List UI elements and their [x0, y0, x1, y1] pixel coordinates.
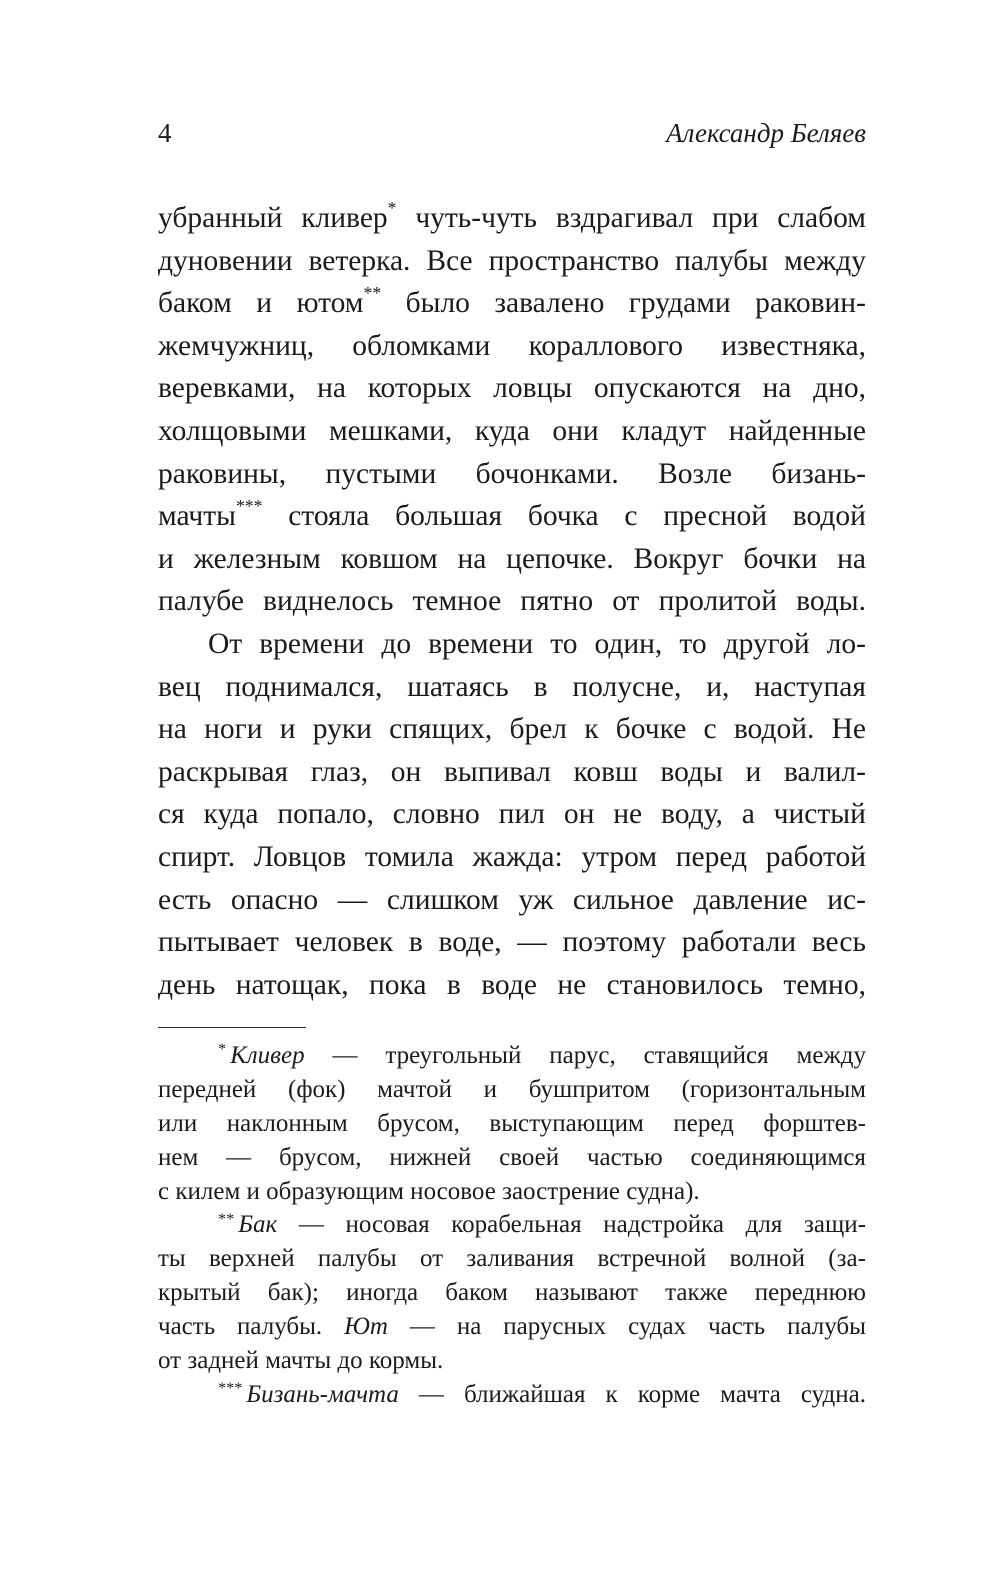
- word: заливания: [466, 1245, 575, 1273]
- word: мачты***: [158, 495, 263, 533]
- word: воде,: [438, 926, 502, 959]
- word: треугольный: [385, 1042, 522, 1069]
- word: форштев-: [763, 1109, 866, 1137]
- word: палубы: [317, 1245, 397, 1273]
- text-line: [158, 197, 866, 240]
- text-line: [158, 921, 866, 964]
- word: вец: [158, 670, 201, 703]
- word: в: [408, 926, 423, 959]
- word: водой: [792, 500, 866, 533]
- footnote-mark: *: [218, 1040, 227, 1059]
- word: —: [332, 1042, 358, 1069]
- word: кливер*: [301, 197, 397, 234]
- word: иногда: [346, 1279, 419, 1307]
- word: было: [405, 287, 470, 320]
- word: нижней: [389, 1143, 472, 1171]
- word: мачтой: [377, 1075, 452, 1103]
- word: ты: [158, 1245, 186, 1273]
- word: не: [557, 968, 587, 1001]
- word: на: [456, 1313, 482, 1341]
- word: мачта: [720, 1380, 781, 1408]
- word: Не: [831, 713, 866, 746]
- word: на: [317, 372, 347, 405]
- text-line: [158, 282, 866, 325]
- page-number: 4: [158, 118, 172, 148]
- word: к: [584, 713, 599, 746]
- word: воду,: [661, 798, 723, 831]
- word: на: [457, 542, 487, 575]
- word: Вокруг: [633, 542, 724, 575]
- word: глаз,: [310, 755, 369, 788]
- word: и: [483, 1075, 498, 1103]
- footnote-term: Бизань-мачта: [246, 1380, 399, 1408]
- word: передней: [158, 1075, 257, 1103]
- word: корабельная: [451, 1211, 582, 1239]
- word: [344, 1310, 388, 1344]
- word: весь: [811, 926, 866, 959]
- word: своей: [499, 1143, 560, 1171]
- word: водой.: [733, 713, 815, 746]
- word: на: [837, 542, 866, 575]
- word: ютом**: [296, 282, 382, 320]
- word: ис-: [827, 883, 866, 916]
- word: парус,: [549, 1042, 616, 1069]
- word: то: [550, 627, 578, 660]
- word: (горизонтальным: [681, 1075, 866, 1103]
- word: палубы.: [237, 1313, 323, 1341]
- word: брусом,: [377, 1109, 460, 1137]
- footnote-term: Кливер: [230, 1042, 305, 1069]
- book-page: [158, 0, 866, 1584]
- text-line: [158, 964, 866, 1007]
- word: на: [158, 713, 187, 746]
- word: судна.: [800, 1380, 866, 1408]
- word: Возле: [658, 457, 733, 490]
- word: часть: [708, 1313, 766, 1341]
- word: —: [409, 1313, 435, 1341]
- word: есть: [158, 883, 212, 916]
- word: —: [418, 1380, 444, 1408]
- word: воды: [660, 755, 723, 788]
- word: то: [679, 627, 707, 660]
- word: опускаются: [593, 372, 741, 405]
- word: Все: [426, 244, 473, 277]
- word: —: [298, 1211, 324, 1239]
- word: убранный: [158, 202, 283, 234]
- word: кладут: [621, 414, 707, 447]
- word: известняка,: [721, 329, 866, 362]
- word: между: [784, 244, 866, 277]
- word: в: [446, 968, 461, 1001]
- word: палубе: [158, 585, 244, 618]
- word: перед: [675, 840, 748, 873]
- word: холщовыми: [158, 414, 307, 447]
- word: —: [517, 926, 547, 959]
- word: жажда:: [472, 840, 563, 873]
- word: судах: [628, 1313, 687, 1341]
- word: соединяющимся: [690, 1143, 866, 1171]
- word: пока: [368, 968, 427, 1001]
- word: уж: [518, 883, 554, 916]
- word: ветерка.: [308, 244, 411, 277]
- word: куда: [474, 414, 530, 447]
- word: он: [390, 755, 422, 788]
- word: раковин-: [755, 287, 866, 320]
- word: другой: [723, 627, 810, 660]
- text-line: [158, 325, 866, 368]
- word: наступая: [754, 670, 866, 703]
- word: От: [208, 627, 243, 660]
- word: бочка: [527, 500, 599, 533]
- word: пролитой: [658, 585, 778, 618]
- word: натощак,: [235, 968, 349, 1001]
- word: с: [624, 500, 638, 533]
- word: ставящийся: [643, 1042, 769, 1069]
- word: спящих,: [389, 713, 493, 746]
- word: корме: [637, 1380, 701, 1408]
- word: утром: [581, 840, 657, 873]
- word: нем: [158, 1143, 199, 1171]
- word: грудами: [628, 287, 731, 320]
- word: большая: [395, 500, 503, 533]
- word: поднимался,: [225, 670, 383, 703]
- text-line: [158, 666, 866, 709]
- word: бак);: [267, 1279, 319, 1307]
- word: становилось: [606, 968, 764, 1001]
- word: защи-: [804, 1211, 866, 1239]
- word: воде: [481, 968, 537, 1001]
- word: слишком: [386, 883, 499, 916]
- word: носовая: [345, 1211, 430, 1239]
- word: [218, 1378, 399, 1412]
- word: палубы: [675, 244, 769, 277]
- word: слабом: [777, 202, 866, 234]
- word: баком: [445, 1279, 508, 1307]
- word: цепочке.: [506, 542, 614, 575]
- word: он: [563, 798, 595, 831]
- word: раковины,: [158, 457, 287, 490]
- word: человек: [294, 926, 394, 959]
- footnote-line: [158, 1208, 866, 1242]
- word: бушпритом: [528, 1075, 650, 1103]
- footnote-divider: [158, 1027, 306, 1028]
- word: шатаясь: [407, 670, 509, 703]
- word: выступающим: [489, 1109, 644, 1137]
- footnote-line: с килем и образующим носовое заострение судна).: [158, 1177, 700, 1205]
- word: брусом,: [278, 1143, 362, 1171]
- word: найденные: [728, 414, 866, 447]
- word: и,: [706, 670, 730, 703]
- word: темное: [412, 585, 502, 618]
- text-line: [158, 240, 866, 283]
- footnotes: [158, 1039, 866, 1412]
- footnote-line: [158, 1310, 866, 1344]
- footnote-line: [158, 1141, 866, 1175]
- word: бочонками.: [475, 457, 619, 490]
- word: называют: [534, 1279, 638, 1307]
- word: мешками,: [328, 414, 453, 447]
- word: Ловцов: [253, 840, 347, 873]
- footnote-line: [158, 1073, 866, 1107]
- footnote-mark: ***: [218, 1378, 243, 1397]
- word: надстройка: [603, 1211, 725, 1239]
- running-head: [158, 118, 866, 158]
- word: давление: [693, 883, 808, 916]
- footnote-line: от задней мачты до кормы.: [158, 1347, 444, 1375]
- word: между: [796, 1042, 866, 1069]
- word: веревками,: [158, 372, 296, 405]
- footnote-ref: ***: [235, 495, 263, 516]
- word: ло-: [826, 627, 866, 660]
- word: для: [745, 1211, 783, 1239]
- word: один,: [594, 627, 663, 660]
- word: волной: [729, 1245, 806, 1273]
- word: раскрывая: [158, 755, 289, 788]
- word: бизань-: [771, 457, 866, 490]
- word: работали: [681, 926, 797, 959]
- footnote-term: Ют: [344, 1313, 388, 1341]
- word: выпивал: [443, 755, 551, 788]
- word: часть: [158, 1313, 216, 1341]
- footnote-ref: **: [363, 282, 382, 303]
- word: железным: [193, 542, 321, 575]
- word: дуновении: [158, 244, 293, 277]
- footnote-line: [158, 1242, 866, 1276]
- word: пятно: [520, 585, 594, 618]
- word: наклонным: [226, 1109, 348, 1137]
- word: от: [419, 1245, 444, 1273]
- word: также: [665, 1279, 728, 1307]
- word: воды.: [796, 585, 866, 618]
- word: верхней: [208, 1245, 295, 1273]
- word: встречной: [597, 1245, 707, 1273]
- text-line: [158, 879, 866, 922]
- word: до: [381, 627, 412, 660]
- word: и: [256, 287, 273, 320]
- word: и: [279, 713, 296, 746]
- word: спирт.: [158, 840, 236, 873]
- word: пытывает: [158, 926, 279, 959]
- word: день: [158, 968, 216, 1001]
- word: вздрагивал: [555, 202, 694, 234]
- word: темно,: [783, 968, 866, 1001]
- word: от: [612, 585, 640, 618]
- word: и: [745, 755, 762, 788]
- word: бочке: [615, 713, 687, 746]
- word: к: [605, 1380, 618, 1408]
- word: ближайшая: [463, 1380, 586, 1408]
- word: [218, 1039, 305, 1073]
- word: перед: [673, 1109, 734, 1137]
- word: брел: [509, 713, 568, 746]
- word: с: [703, 713, 717, 746]
- word: куда: [203, 798, 259, 831]
- footnote-line: [158, 1276, 866, 1310]
- word: словно: [392, 798, 480, 831]
- word: переднюю: [754, 1279, 866, 1307]
- word: в: [533, 670, 548, 703]
- word: частью: [586, 1143, 663, 1171]
- word: (фок): [288, 1075, 346, 1103]
- word: томила: [364, 840, 454, 873]
- word: ловцы: [493, 372, 573, 405]
- word: пустыми: [325, 457, 437, 490]
- word: пространство: [488, 244, 660, 277]
- word: —: [226, 1143, 252, 1171]
- word: ковшом: [340, 542, 438, 575]
- footnote-ref: *: [387, 197, 397, 218]
- word: виднелось: [263, 585, 394, 618]
- text-line: [158, 580, 866, 623]
- word: попало,: [277, 798, 374, 831]
- word: валил-: [783, 755, 866, 788]
- footnote-term: Бак: [238, 1211, 278, 1239]
- text-line: [158, 836, 866, 879]
- word: жемчужниц,: [158, 329, 315, 362]
- word: дно,: [813, 372, 866, 405]
- text-line: [158, 410, 866, 453]
- word: поэтому: [562, 926, 667, 959]
- word: стояла: [288, 500, 370, 533]
- footnote-mark: **: [218, 1209, 235, 1228]
- word: чистый: [773, 798, 866, 831]
- word: при: [712, 202, 759, 234]
- running-title: Александр Беляев: [666, 118, 866, 148]
- word: ковш: [573, 755, 638, 788]
- text-line: [158, 708, 866, 751]
- word: времени: [259, 627, 365, 660]
- word: кораллового: [528, 329, 684, 362]
- footnote-line: [158, 1378, 866, 1412]
- word: палубы: [787, 1313, 866, 1341]
- word: бочки: [743, 542, 818, 575]
- word: опасно: [230, 883, 319, 916]
- word: пресной: [663, 500, 768, 533]
- word: —: [337, 883, 368, 916]
- word: обломками: [352, 329, 491, 362]
- word: [218, 1208, 277, 1242]
- word: времени: [428, 627, 534, 660]
- word: пил: [498, 798, 545, 831]
- word: работой: [765, 840, 866, 873]
- text-line: [158, 495, 866, 538]
- word: которых: [367, 372, 472, 405]
- word: ся: [158, 798, 185, 831]
- word: и: [158, 542, 174, 575]
- word: баком: [158, 287, 232, 320]
- word: а: [741, 798, 755, 831]
- word: ноги: [204, 713, 263, 746]
- word: завалено: [494, 287, 605, 320]
- word: (за-: [828, 1245, 866, 1273]
- text-line: [158, 538, 866, 581]
- word: они: [552, 414, 599, 447]
- footnote-line: [158, 1107, 866, 1141]
- text-line: [158, 751, 866, 794]
- word: полусне,: [572, 670, 682, 703]
- word: или: [158, 1109, 198, 1137]
- word: чуть-чуть: [415, 202, 538, 234]
- word: на: [762, 372, 792, 405]
- word: парусных: [503, 1313, 607, 1341]
- word: не: [613, 798, 643, 831]
- text-line: [158, 623, 866, 666]
- word: руки: [312, 713, 372, 746]
- footnote-line: [158, 1039, 866, 1073]
- word: сильное: [572, 883, 674, 916]
- text-line: [158, 453, 866, 496]
- word: крытый: [158, 1279, 241, 1307]
- text-line: [158, 793, 866, 836]
- text-line: [158, 367, 866, 410]
- main-text: [158, 197, 866, 1006]
